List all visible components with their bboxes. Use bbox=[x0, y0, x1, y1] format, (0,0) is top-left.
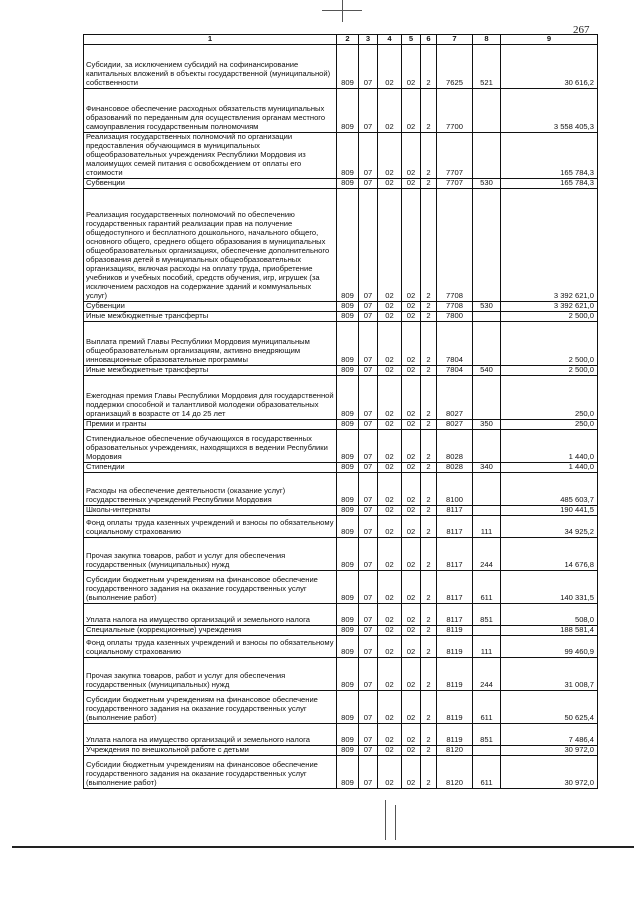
code-program: 02 bbox=[402, 657, 421, 690]
code-razdel: 07 bbox=[359, 462, 378, 472]
table-row bbox=[84, 603, 598, 625]
table-row bbox=[84, 311, 598, 321]
code-program: 02 bbox=[402, 537, 421, 570]
code-podrazdel: 02 bbox=[378, 625, 402, 635]
code-vid bbox=[473, 505, 501, 515]
table-row bbox=[84, 89, 598, 133]
code-program: 02 bbox=[402, 745, 421, 755]
code-program: 02 bbox=[402, 505, 421, 515]
code-vid: 530 bbox=[473, 178, 501, 188]
code-ved: 809 bbox=[337, 570, 359, 603]
table-row bbox=[84, 45, 598, 89]
table-row bbox=[84, 505, 598, 515]
code-razdel: 07 bbox=[359, 723, 378, 745]
code-subprogram: 2 bbox=[421, 755, 437, 788]
code-subprogram: 2 bbox=[421, 515, 437, 537]
code-razdel: 07 bbox=[359, 45, 378, 89]
header-row bbox=[84, 35, 598, 45]
row-name: Специальные (коррекционные) учреждения bbox=[84, 625, 337, 635]
budget-table bbox=[83, 34, 598, 789]
table-row bbox=[84, 570, 598, 603]
row-name: Стипендии bbox=[84, 462, 337, 472]
code-target: 7707 bbox=[437, 133, 473, 179]
row-name: Прочая закупка товаров, работ и услуг для обеспечения государственных (муниципальных) нужд bbox=[84, 657, 337, 690]
code-vid: 851 bbox=[473, 723, 501, 745]
code-program: 02 bbox=[402, 570, 421, 603]
code-vid bbox=[473, 311, 501, 321]
row-name: Финансовое обеспечение расходных обязательств муниципальных образований по переданным для осуществления органам местного самоуправления государственным полномочиям bbox=[84, 89, 337, 133]
row-amount: 485 603,7 bbox=[501, 472, 598, 505]
code-target: 8119 bbox=[437, 657, 473, 690]
code-podrazdel: 02 bbox=[378, 365, 402, 375]
code-razdel: 07 bbox=[359, 690, 378, 723]
row-amount: 34 925,2 bbox=[501, 515, 598, 537]
row-amount: 3 392 621,0 bbox=[501, 188, 598, 301]
page-number: 267 bbox=[573, 24, 590, 36]
row-amount: 508,0 bbox=[501, 603, 598, 625]
code-podrazdel: 02 bbox=[378, 537, 402, 570]
code-subprogram: 2 bbox=[421, 311, 437, 321]
code-razdel: 07 bbox=[359, 755, 378, 788]
code-podrazdel: 02 bbox=[378, 745, 402, 755]
row-amount: 3 392 621,0 bbox=[501, 301, 598, 311]
code-vid: 611 bbox=[473, 570, 501, 603]
row-name: Субсидии бюджетным учреждениям на финансовое обеспечение государственного задания на оказание государственных услуг (выполнение работ) bbox=[84, 570, 337, 603]
row-amount: 2 500,0 bbox=[501, 321, 598, 365]
code-podrazdel: 02 bbox=[378, 178, 402, 188]
code-ved: 809 bbox=[337, 505, 359, 515]
code-program: 02 bbox=[402, 178, 421, 188]
row-name: Фонд оплаты труда казенных учреждений и взносы по обязательному социальному страхованию bbox=[84, 515, 337, 537]
table-row bbox=[84, 301, 598, 311]
code-subprogram: 2 bbox=[421, 657, 437, 690]
code-vid bbox=[473, 429, 501, 462]
code-target: 8117 bbox=[437, 505, 473, 515]
code-ved: 809 bbox=[337, 603, 359, 625]
code-podrazdel: 02 bbox=[378, 570, 402, 603]
code-subprogram: 2 bbox=[421, 419, 437, 429]
col-header: 5 bbox=[402, 35, 421, 45]
code-razdel: 07 bbox=[359, 188, 378, 301]
code-target: 7708 bbox=[437, 188, 473, 301]
table-row bbox=[84, 462, 598, 472]
code-vid: 244 bbox=[473, 657, 501, 690]
row-amount: 250,0 bbox=[501, 419, 598, 429]
code-podrazdel: 02 bbox=[378, 133, 402, 179]
table-row bbox=[84, 657, 598, 690]
code-podrazdel: 02 bbox=[378, 515, 402, 537]
row-name: Расходы на обеспечение деятельности (оказание услуг) государственных учреждений Республики Мордовия bbox=[84, 472, 337, 505]
code-program: 02 bbox=[402, 635, 421, 657]
code-ved: 809 bbox=[337, 178, 359, 188]
code-razdel: 07 bbox=[359, 133, 378, 179]
code-subprogram: 2 bbox=[421, 690, 437, 723]
row-amount: 50 625,4 bbox=[501, 690, 598, 723]
code-razdel: 07 bbox=[359, 365, 378, 375]
row-amount: 31 008,7 bbox=[501, 657, 598, 690]
code-program: 02 bbox=[402, 429, 421, 462]
code-vid bbox=[473, 133, 501, 179]
code-target: 8027 bbox=[437, 419, 473, 429]
code-podrazdel: 02 bbox=[378, 188, 402, 301]
row-name: Субсидии, за исключением субсидий на софинансирование капитальных вложений в объекты государственной (муниципальной) собственности bbox=[84, 45, 337, 89]
row-amount: 140 331,5 bbox=[501, 570, 598, 603]
row-amount: 1 440,0 bbox=[501, 462, 598, 472]
code-vid bbox=[473, 188, 501, 301]
col-header: 4 bbox=[378, 35, 402, 45]
code-target: 7804 bbox=[437, 365, 473, 375]
code-target: 7708 bbox=[437, 301, 473, 311]
code-target: 8117 bbox=[437, 515, 473, 537]
code-target: 8027 bbox=[437, 375, 473, 419]
row-name: Иные межбюджетные трансферты bbox=[84, 365, 337, 375]
row-name: Реализация государственных полномочий по обеспечению государственных гарантий реализации прав на получение общедоступного и бесплатного дошкольного, начального общего, основного общего, среднего общего образования в муниципальных общеобразовательных организациях, обеспечение дополнительного образования детей в муниципальных общеобразовательных организациях, включая расходы на оплату труда, приобретение учебников и учебных пособий, средств обучения, игр, игрушек (за исключением расходов на содержание зданий и коммунальных услуг) bbox=[84, 188, 337, 301]
code-subprogram: 2 bbox=[421, 625, 437, 635]
code-razdel: 07 bbox=[359, 321, 378, 365]
code-program: 02 bbox=[402, 603, 421, 625]
code-subprogram: 2 bbox=[421, 472, 437, 505]
row-amount: 30 972,0 bbox=[501, 745, 598, 755]
row-name: Уплата налога на имущество организаций и земельного налога bbox=[84, 723, 337, 745]
code-ved: 809 bbox=[337, 755, 359, 788]
row-name: Выплата премий Главы Республики Мордовия муниципальным общеобразовательным организациям, активно внедряющим инновационные образовательные программы bbox=[84, 321, 337, 365]
code-program: 02 bbox=[402, 301, 421, 311]
table-row bbox=[84, 635, 598, 657]
code-subprogram: 2 bbox=[421, 429, 437, 462]
row-name: Реализация государственных полномочий по организации предоставления обучающимся в муниципальных общеобразовательных учреждениях Республики Мордовия из малоимущих семей питания с освобождением от оплаты его стоимости bbox=[84, 133, 337, 179]
budget-table-frame bbox=[83, 34, 597, 796]
col-header: 3 bbox=[359, 35, 378, 45]
row-amount: 188 581,4 bbox=[501, 625, 598, 635]
code-target: 8117 bbox=[437, 537, 473, 570]
code-podrazdel: 02 bbox=[378, 505, 402, 515]
code-vid: 540 bbox=[473, 365, 501, 375]
code-ved: 809 bbox=[337, 635, 359, 657]
code-vid: 350 bbox=[473, 419, 501, 429]
code-razdel: 07 bbox=[359, 603, 378, 625]
code-target: 7804 bbox=[437, 321, 473, 365]
row-name: Субсидии бюджетным учреждениям на финансовое обеспечение государственного задания на оказание государственных услуг (выполнение работ) bbox=[84, 690, 337, 723]
code-podrazdel: 02 bbox=[378, 690, 402, 723]
code-razdel: 07 bbox=[359, 515, 378, 537]
code-ved: 809 bbox=[337, 375, 359, 419]
code-podrazdel: 02 bbox=[378, 419, 402, 429]
code-vid: 340 bbox=[473, 462, 501, 472]
code-program: 02 bbox=[402, 755, 421, 788]
table-row bbox=[84, 723, 598, 745]
code-ved: 809 bbox=[337, 745, 359, 755]
code-razdel: 07 bbox=[359, 505, 378, 515]
code-ved: 809 bbox=[337, 690, 359, 723]
code-ved: 809 bbox=[337, 472, 359, 505]
code-program: 02 bbox=[402, 723, 421, 745]
code-razdel: 07 bbox=[359, 635, 378, 657]
code-subprogram: 2 bbox=[421, 188, 437, 301]
code-ved: 809 bbox=[337, 133, 359, 179]
code-podrazdel: 02 bbox=[378, 657, 402, 690]
code-vid: 851 bbox=[473, 603, 501, 625]
code-razdel: 07 bbox=[359, 472, 378, 505]
row-amount: 190 441,5 bbox=[501, 505, 598, 515]
code-program: 02 bbox=[402, 375, 421, 419]
code-razdel: 07 bbox=[359, 745, 378, 755]
scan-mark bbox=[322, 10, 362, 11]
code-subprogram: 2 bbox=[421, 723, 437, 745]
code-vid: 521 bbox=[473, 45, 501, 89]
row-name: Субвенции bbox=[84, 178, 337, 188]
table-row bbox=[84, 429, 598, 462]
code-target: 8120 bbox=[437, 755, 473, 788]
code-target: 8119 bbox=[437, 635, 473, 657]
code-razdel: 07 bbox=[359, 429, 378, 462]
row-amount: 30 616,2 bbox=[501, 45, 598, 89]
col-header: 6 bbox=[421, 35, 437, 45]
code-vid: 111 bbox=[473, 515, 501, 537]
code-program: 02 bbox=[402, 462, 421, 472]
code-podrazdel: 02 bbox=[378, 723, 402, 745]
code-podrazdel: 02 bbox=[378, 635, 402, 657]
code-razdel: 07 bbox=[359, 625, 378, 635]
table-row bbox=[84, 133, 598, 179]
code-ved: 809 bbox=[337, 365, 359, 375]
table-row bbox=[84, 321, 598, 365]
code-podrazdel: 02 bbox=[378, 301, 402, 311]
code-target: 8028 bbox=[437, 429, 473, 462]
code-ved: 809 bbox=[337, 723, 359, 745]
code-vid: 244 bbox=[473, 537, 501, 570]
col-header: 2 bbox=[337, 35, 359, 45]
code-subprogram: 2 bbox=[421, 321, 437, 365]
code-subprogram: 2 bbox=[421, 45, 437, 89]
table-row bbox=[84, 375, 598, 419]
code-vid: 611 bbox=[473, 755, 501, 788]
code-program: 02 bbox=[402, 625, 421, 635]
row-amount: 7 486,4 bbox=[501, 723, 598, 745]
row-name: Премии и гранты bbox=[84, 419, 337, 429]
code-target: 7700 bbox=[437, 89, 473, 133]
code-podrazdel: 02 bbox=[378, 755, 402, 788]
code-subprogram: 2 bbox=[421, 505, 437, 515]
code-ved: 809 bbox=[337, 625, 359, 635]
code-podrazdel: 02 bbox=[378, 321, 402, 365]
table-row bbox=[84, 745, 598, 755]
code-subprogram: 2 bbox=[421, 133, 437, 179]
code-ved: 809 bbox=[337, 321, 359, 365]
code-podrazdel: 02 bbox=[378, 311, 402, 321]
code-subprogram: 2 bbox=[421, 570, 437, 603]
table-row bbox=[84, 178, 598, 188]
code-razdel: 07 bbox=[359, 89, 378, 133]
table-row bbox=[84, 690, 598, 723]
code-ved: 809 bbox=[337, 45, 359, 89]
code-podrazdel: 02 bbox=[378, 89, 402, 133]
code-podrazdel: 02 bbox=[378, 45, 402, 89]
table-row bbox=[84, 537, 598, 570]
code-vid: 111 bbox=[473, 635, 501, 657]
code-program: 02 bbox=[402, 89, 421, 133]
code-program: 02 bbox=[402, 472, 421, 505]
row-amount: 3 558 405,3 bbox=[501, 89, 598, 133]
table-row bbox=[84, 188, 598, 301]
row-name: Субвенции bbox=[84, 301, 337, 311]
code-podrazdel: 02 bbox=[378, 472, 402, 505]
row-amount: 99 460,9 bbox=[501, 635, 598, 657]
code-program: 02 bbox=[402, 419, 421, 429]
code-target: 8119 bbox=[437, 723, 473, 745]
scan-mark bbox=[385, 800, 386, 840]
code-subprogram: 2 bbox=[421, 89, 437, 133]
code-razdel: 07 bbox=[359, 537, 378, 570]
row-amount: 1 440,0 bbox=[501, 429, 598, 462]
code-subprogram: 2 bbox=[421, 537, 437, 570]
row-amount: 250,0 bbox=[501, 375, 598, 419]
code-subprogram: 2 bbox=[421, 178, 437, 188]
code-subprogram: 2 bbox=[421, 375, 437, 419]
code-razdel: 07 bbox=[359, 570, 378, 603]
code-target: 8117 bbox=[437, 570, 473, 603]
code-subprogram: 2 bbox=[421, 603, 437, 625]
code-razdel: 07 bbox=[359, 375, 378, 419]
code-vid bbox=[473, 472, 501, 505]
row-amount: 165 784,3 bbox=[501, 178, 598, 188]
scan-mark bbox=[342, 0, 343, 22]
page-bottom-rule bbox=[12, 846, 634, 848]
code-podrazdel: 02 bbox=[378, 603, 402, 625]
code-razdel: 07 bbox=[359, 419, 378, 429]
code-target: 8028 bbox=[437, 462, 473, 472]
code-subprogram: 2 bbox=[421, 745, 437, 755]
code-program: 02 bbox=[402, 365, 421, 375]
row-name: Школы-интернаты bbox=[84, 505, 337, 515]
row-name: Ежегодная премия Главы Республики Мордовия для государственной поддержки способной и талантливой молодежи образовательных организаций в возрасте от 14 до 25 лет bbox=[84, 375, 337, 419]
row-amount: 14 676,8 bbox=[501, 537, 598, 570]
code-ved: 809 bbox=[337, 301, 359, 311]
code-ved: 809 bbox=[337, 188, 359, 301]
table-row bbox=[84, 515, 598, 537]
row-name: Уплата налога на имущество организаций и земельного налога bbox=[84, 603, 337, 625]
table-row bbox=[84, 365, 598, 375]
code-ved: 809 bbox=[337, 537, 359, 570]
code-program: 02 bbox=[402, 690, 421, 723]
row-name: Фонд оплаты труда казенных учреждений и взносы по обязательному социальному страхованию bbox=[84, 635, 337, 657]
code-target: 8100 bbox=[437, 472, 473, 505]
row-amount: 2 500,0 bbox=[501, 311, 598, 321]
code-target: 8120 bbox=[437, 745, 473, 755]
table-row bbox=[84, 472, 598, 505]
code-razdel: 07 bbox=[359, 311, 378, 321]
code-podrazdel: 02 bbox=[378, 375, 402, 419]
code-ved: 809 bbox=[337, 419, 359, 429]
code-ved: 809 bbox=[337, 657, 359, 690]
code-ved: 809 bbox=[337, 515, 359, 537]
code-vid bbox=[473, 321, 501, 365]
row-amount: 30 972,0 bbox=[501, 755, 598, 788]
code-subprogram: 2 bbox=[421, 301, 437, 311]
code-target: 8119 bbox=[437, 690, 473, 723]
col-header: 9 bbox=[501, 35, 598, 45]
code-subprogram: 2 bbox=[421, 462, 437, 472]
code-ved: 809 bbox=[337, 89, 359, 133]
code-program: 02 bbox=[402, 515, 421, 537]
code-podrazdel: 02 bbox=[378, 429, 402, 462]
code-vid: 611 bbox=[473, 690, 501, 723]
code-razdel: 07 bbox=[359, 178, 378, 188]
code-target: 7625 bbox=[437, 45, 473, 89]
code-podrazdel: 02 bbox=[378, 462, 402, 472]
col-header: 1 bbox=[84, 35, 337, 45]
code-ved: 809 bbox=[337, 429, 359, 462]
code-program: 02 bbox=[402, 188, 421, 301]
row-amount: 165 784,3 bbox=[501, 133, 598, 179]
code-vid: 530 bbox=[473, 301, 501, 311]
code-subprogram: 2 bbox=[421, 365, 437, 375]
row-name: Иные межбюджетные трансферты bbox=[84, 311, 337, 321]
table-row bbox=[84, 755, 598, 788]
code-vid bbox=[473, 89, 501, 133]
row-name: Субсидии бюджетным учреждениям на финансовое обеспечение государственного задания на оказание государственных услуг (выполнение работ) bbox=[84, 755, 337, 788]
code-target: 8119 bbox=[437, 625, 473, 635]
code-vid bbox=[473, 745, 501, 755]
code-program: 02 bbox=[402, 133, 421, 179]
code-program: 02 bbox=[402, 311, 421, 321]
code-vid bbox=[473, 375, 501, 419]
row-name: Учреждения по внешкольной работе с детьми bbox=[84, 745, 337, 755]
row-amount: 2 500,0 bbox=[501, 365, 598, 375]
table-row bbox=[84, 625, 598, 635]
code-program: 02 bbox=[402, 45, 421, 89]
code-ved: 809 bbox=[337, 462, 359, 472]
table-row bbox=[84, 419, 598, 429]
code-vid bbox=[473, 625, 501, 635]
col-header: 8 bbox=[473, 35, 501, 45]
code-program: 02 bbox=[402, 321, 421, 365]
code-target: 7800 bbox=[437, 311, 473, 321]
code-target: 7707 bbox=[437, 178, 473, 188]
code-razdel: 07 bbox=[359, 657, 378, 690]
code-ved: 809 bbox=[337, 311, 359, 321]
code-razdel: 07 bbox=[359, 301, 378, 311]
row-name: Стипендиальное обеспечение обучающихся в государственных образовательных учреждениях, находящихся в ведении Республики Мордовия bbox=[84, 429, 337, 462]
col-header: 7 bbox=[437, 35, 473, 45]
scan-mark bbox=[395, 805, 396, 840]
code-subprogram: 2 bbox=[421, 635, 437, 657]
code-target: 8117 bbox=[437, 603, 473, 625]
row-name: Прочая закупка товаров, работ и услуг для обеспечения государственных (муниципальных) нужд bbox=[84, 537, 337, 570]
